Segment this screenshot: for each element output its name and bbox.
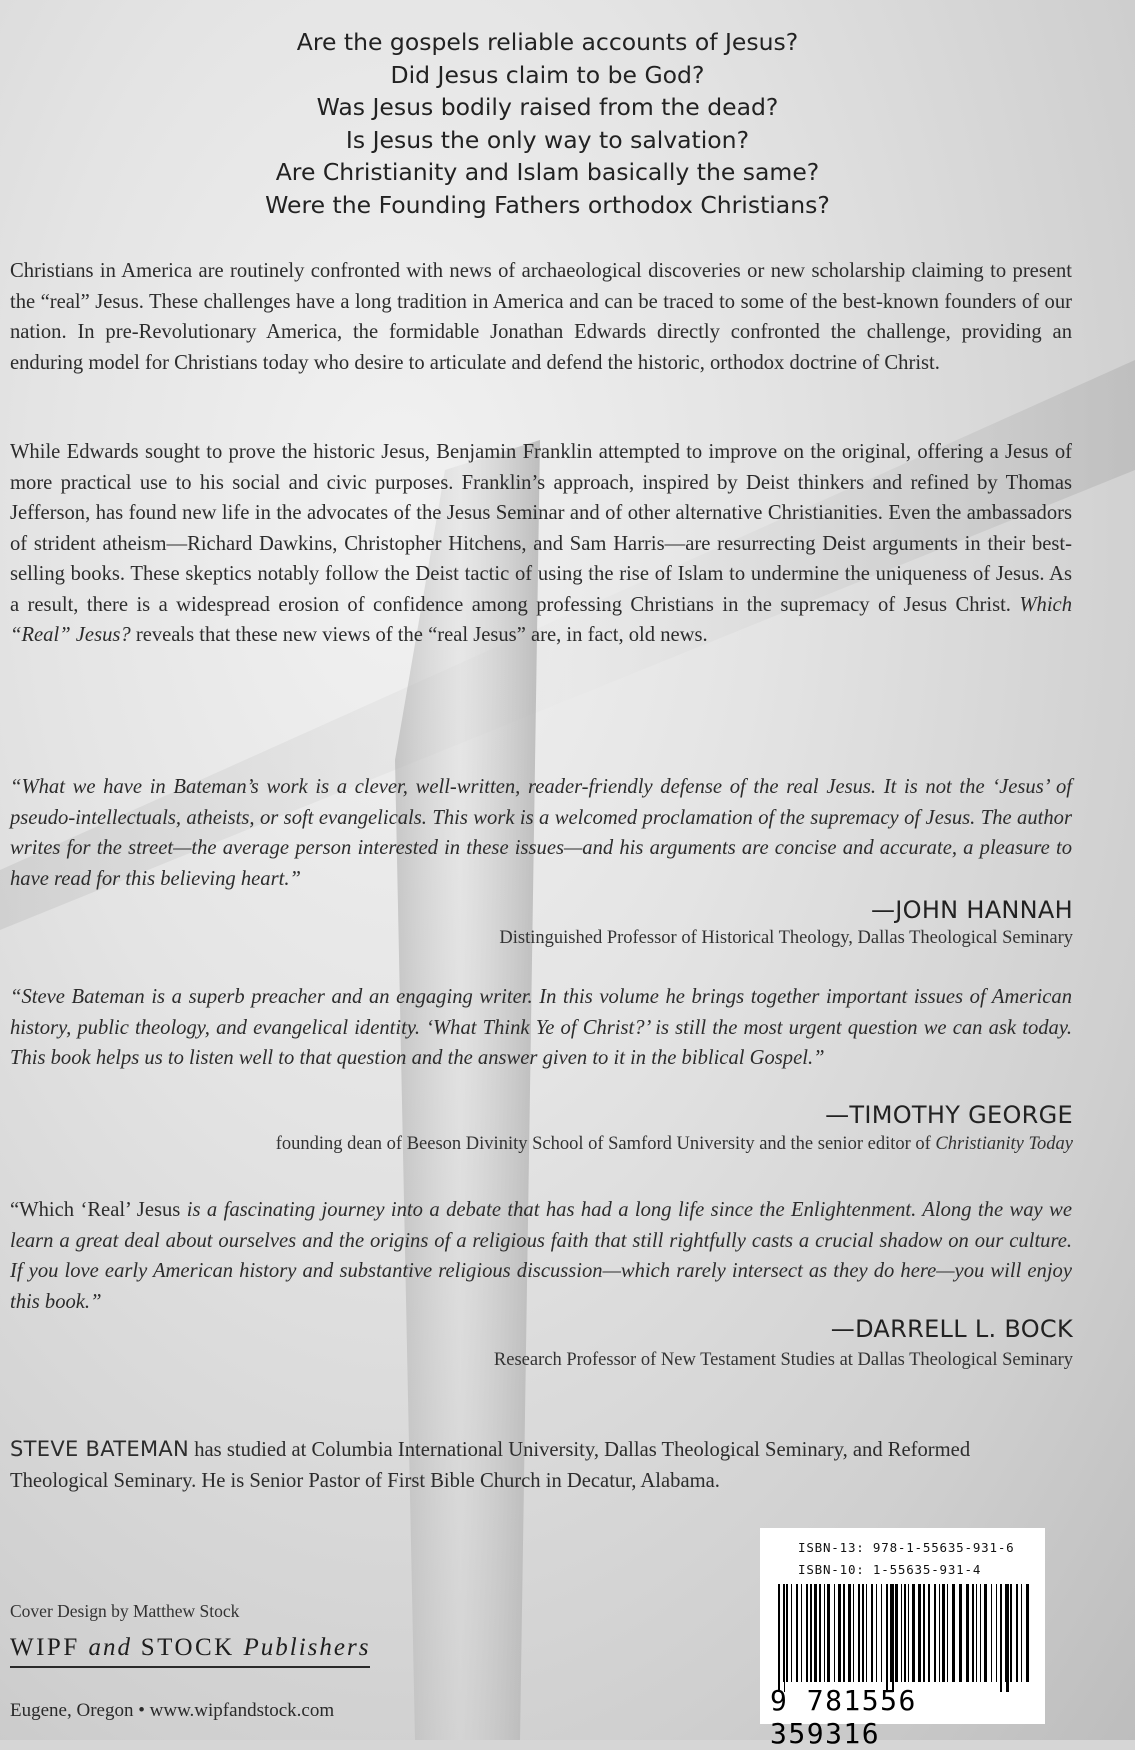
- barcode-bar: [947, 1584, 948, 1682]
- isbn-barcode-box: [760, 1528, 1045, 1750]
- barcode-bar: [791, 1584, 792, 1682]
- barcode-bar: [934, 1584, 936, 1682]
- publisher-name-and: and: [88, 1634, 132, 1661]
- barcode-bar: [801, 1584, 802, 1682]
- endorser-name-1: —JOHN HANNAH: [870, 896, 1073, 924]
- barcode-bar: [980, 1584, 981, 1682]
- publisher-name-publishers: Publishers: [243, 1634, 371, 1661]
- questions-block: [0, 26, 1095, 221]
- barcode-bar: [1000, 1584, 1002, 1692]
- bullet-separator: •: [138, 1700, 145, 1721]
- intro-paragraph: Christians in America are routinely confronted with news of archaeological discoveries or new scholarship claiming to present the “real” Jesus. These challenges have a long tradition in America and can be traced to some of the best-known founders of our nation. In pre-Revolutionary America, the formidable Jonathan Edwards directly confronted the challenge, providing an enduring model for Christians today who desire to articulate and defend the historic, orthodox doctrine of Christ.: [10, 260, 1072, 374]
- barcode-bar: [901, 1584, 902, 1682]
- book-title-inline: Which “Real” Jesus?: [10, 593, 1072, 646]
- endorser-name-2: —TIMOTHY GEORGE: [825, 1101, 1073, 1129]
- publisher-address: [10, 1700, 334, 1722]
- barcode-bar: [1005, 1584, 1006, 1682]
- barcode-bar: [838, 1584, 841, 1682]
- barcode-bar: [984, 1584, 987, 1682]
- barcode-bar: [952, 1584, 955, 1682]
- barcode-bar: [904, 1584, 906, 1682]
- endorser-title-3: Research Professor of New Testament Studies at Dallas Theological Seminary: [493, 1350, 1073, 1370]
- question-6: Were the Founding Fathers orthodox Christians?: [265, 190, 830, 219]
- barcode-bar: [959, 1584, 962, 1682]
- isbn-13: ISBN-13: 978-1-55635-931-6: [798, 1540, 1015, 1555]
- publisher-website: www.wipfandstock.com: [149, 1700, 335, 1721]
- endorser-title-1: Distinguished Professor of Historical Theology, Dallas Theological Seminary: [499, 928, 1073, 948]
- barcode-bar: [1016, 1584, 1018, 1682]
- publisher-city: Eugene, Oregon: [10, 1700, 134, 1721]
- barcode-bar: [890, 1584, 892, 1682]
- barcode-bar: [824, 1584, 825, 1682]
- barcode-bar: [858, 1584, 860, 1682]
- cover-design-credit: Cover Design by Matthew Stock: [10, 1601, 240, 1621]
- publisher-logo: [10, 1634, 370, 1668]
- barcode-bar: [786, 1584, 788, 1682]
- barcode-bar: [862, 1584, 864, 1682]
- question-5: Are Christianity and Islam basically the same?: [275, 158, 820, 186]
- barcode-bar: [819, 1584, 821, 1682]
- barcode-bar: [881, 1584, 882, 1682]
- barcode-bar: [834, 1584, 835, 1682]
- ean-digits: 9 781556 359316: [770, 1684, 917, 1750]
- barcode-bar: [991, 1584, 992, 1682]
- barcode-bar: [784, 1584, 785, 1692]
- isbn-10: ISBN-10: 1-55635-931-4: [798, 1562, 982, 1577]
- barcode-bar: [972, 1584, 974, 1682]
- barcode-bar: [908, 1584, 909, 1682]
- question-1: Are the gospels reliable accounts of Jesus?: [296, 28, 799, 56]
- barcode-bar: [796, 1584, 798, 1682]
- barcode-bar: [923, 1584, 925, 1682]
- second-paragraph-text: While Edwards sought to prove the historic Jesus, Benjamin Franklin attempted to improve on the original, offering a Jesus of more practical use to his social and civic purposes. Franklin’s approach, inspired by Deist thinkers and refined by Thomas Jefferson, has found new life in the advocates of the Jesus Seminar and of other alternative Christianities. Even the ambassadors of strident atheism—Richard Dawkins, Christopher Hitchens, and Sam Harris—are resurrecting Deist arguments in their best-selling books. These skeptics notably follow the Deist tactic of using the rise of Islam to undermine the uniqueness of Jesus. As a result, there is a widespread erosion of confidence among professing Christians in the supremacy of Jesus Christ.: [10, 441, 1072, 616]
- publisher-name-wipf: WIPF: [10, 1634, 89, 1661]
- barcode-bar: [871, 1584, 873, 1682]
- author-name: STEVE BATEMAN: [10, 1437, 190, 1461]
- barcode-bar: [1010, 1584, 1012, 1682]
- barcode-bar: [895, 1584, 898, 1682]
- barcode-bar: [866, 1584, 867, 1682]
- barcode-bar: [976, 1584, 977, 1682]
- endorser-title-2-magazine: Christianity Today: [935, 1134, 1073, 1154]
- question-4: Is Jesus the only way to salvation?: [345, 125, 750, 154]
- barcode-bar: [843, 1584, 845, 1682]
- barcode-bar: [853, 1584, 854, 1682]
- endorsement-quote-3-title: “Which ‘Real’ Jesus: [10, 1199, 181, 1221]
- question-2: Did Jesus claim to be God?: [390, 60, 705, 89]
- barcode-bar: [939, 1584, 940, 1682]
- endorser-name-3: —DARRELL L. BOCK: [830, 1315, 1073, 1343]
- barcode-bar: [806, 1584, 808, 1682]
- barcode-bar: [942, 1584, 945, 1682]
- barcode-bar: [778, 1584, 780, 1692]
- barcode-bar: [783, 1584, 784, 1682]
- barcode-bar: [918, 1584, 921, 1682]
- endorsement-quote-3: [10, 1195, 1072, 1317]
- author-bio-text: has studied at Columbia International University, Dallas Theological Seminary, and Reformed Theological Seminary. He is Senior Pastor of First Bible Church in Decatur, Alabama.: [10, 1439, 971, 1492]
- barcode-bar: [1006, 1584, 1009, 1692]
- barcode-bar: [848, 1584, 851, 1682]
- endorser-title-2: [276, 1134, 1073, 1155]
- barcode-bar: [912, 1584, 915, 1682]
- barcode-bar: [886, 1584, 888, 1692]
- endorsement-quote-1: “What we have in Bateman’s work is a clever, well-written, reader-friendly defense of the real Jesus. It is not the ‘Jesus’ of pseudo-intellectuals, atheists, or soft evangelicals. This work is a welcomed proclamation of the supremacy of Jesus. The author writes for the street—the average person interested in these issues—and his arguments are concise and accurate, a pleasure to have read for this believing heart.”: [10, 776, 1072, 890]
- author-bio: [10, 1434, 1072, 1497]
- barcode-bar: [1026, 1584, 1029, 1682]
- barcode-bar: [928, 1584, 930, 1682]
- second-paragraph-ending: reveals that these new views of the “real Jesus” are, in fact, old news.: [130, 624, 708, 646]
- barcode-bar: [827, 1584, 830, 1682]
- endorser-title-2-text: founding dean of Beeson Divinity School of Samford University and the senior editor of: [275, 1134, 936, 1154]
- barcode-bar: [892, 1584, 894, 1692]
- second-paragraph: [10, 437, 1072, 651]
- publisher-name-stock: STOCK: [131, 1634, 244, 1661]
- barcode-bar: [1021, 1584, 1022, 1682]
- barcode-bar: [996, 1584, 997, 1682]
- endorsement-quote-2: “Steve Bateman is a superb preacher and an engaging writer. In this volume he brings together important issues of American history, public theology, and evangelical identity. ‘What Think Ye of Christ?’ is still the most urgent question we can ask today. This book helps us to listen well to that question and the answer given to it in the biblical Gospel.”: [10, 986, 1072, 1069]
- question-3: Was Jesus bodily raised from the dead?: [316, 93, 779, 121]
- barcode-bar: [876, 1584, 877, 1682]
- barcode-bar: [814, 1584, 817, 1682]
- barcode-bar: [966, 1584, 969, 1682]
- barcode-bar: [810, 1584, 812, 1682]
- endorsement-quote-3-text: is a fascinating journey into a debate that has had a long life since the Enlightenment. Along the way we learn a great deal about ourselves and the origins of a religious faith that still rightfully casts a crucial shadow on our culture. If you love early American history and substantive religious discussion—which rarely intersect as they do here—you will enjoy this book.”: [10, 1199, 1072, 1313]
